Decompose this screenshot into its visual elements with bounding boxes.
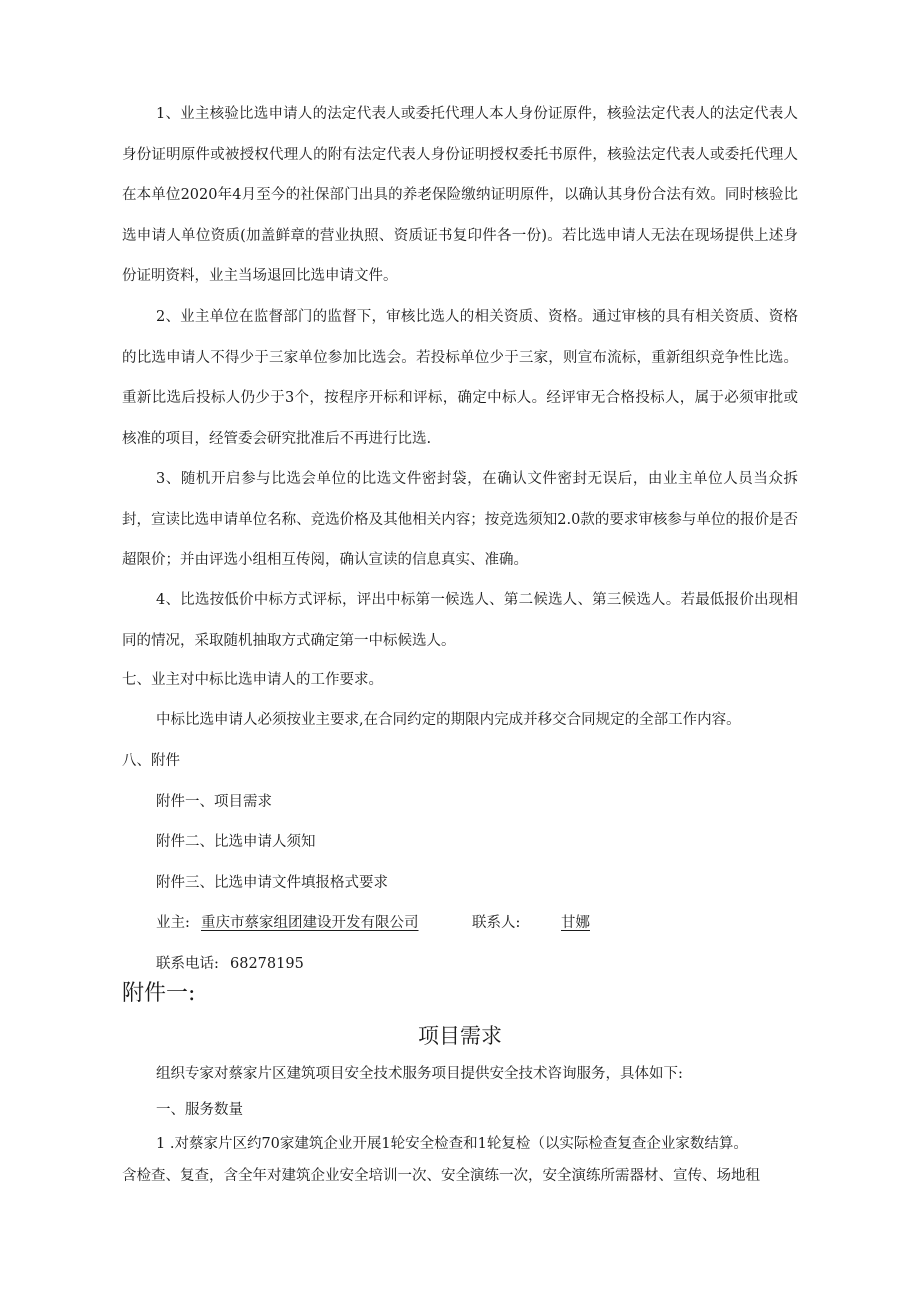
contact-person-label: 联系人: [472, 915, 521, 931]
paragraph-2: 2、业主单位在监督部门的监督下，审核比选人的相关资质、资格。通过审核的具有相关资质、资格的比选申请人不得少于三家单位参加比选会。若投标单位少于三家，则宣布流标，重新组织竞争性比选。重新比选后投标人仍少于3个，按程序开标和评标，确定中标人。经评审无合格投标人，属于必须审批或核准的项目，经管委会研究批准后不再进行比选. [122, 309, 798, 447]
paragraph-3: 3、随机开启参与比选会单位的比选文件密封袋，在确认文件密封无误后，由业主单位人员当众拆封，宣读比选申请单位名称、竞选价格及其他相关内容；按竞选须知2.0款的要求审核参与单位的报价是否超限价；并由评选小组相互传阅，确认宣读的信息真实、准确。 [122, 471, 798, 568]
phone-label: 联系电话: [156, 956, 219, 972]
owner-value: 重庆市蔡家组团建设开发有限公司 [201, 915, 419, 931]
paragraph-1: 1、业主核验比选申请人的法定代表人或委托代理人本人身份证原件，核验法定代表人的法定代表人身份证明原件或被授权代理人的附有法定代表人身份证明授权委托书原件，核验法定代表人或委托代理人在本单位2020年4月至今的社保部门出具的养老保险缴纳证明原件，以确认其身份合法有效。同时核验比选申请人单位资质(加盖鲜章的营业执照、资质证书复印件各一份)。若比选申请人无法在现场提供上述身份证明资料，业主当场退回比选申请文件。 [122, 106, 798, 284]
section-7-body: 中标比选申请人必须按业主要求,在合同约定的期限内完成并移交合同规定的全部工作内容。 [156, 712, 741, 728]
attachment-item-1: 附件一、项目需求 [156, 794, 272, 810]
appendix-title: 项目需求 [418, 1024, 502, 1048]
contact-person-value: 甘娜 [561, 915, 590, 931]
appendix-intro: 组织专家对蔡家片区建筑项目安全技术服务项目提供安全技术咨询服务，具体如下: [156, 1066, 683, 1082]
paragraph-4: 4、比选按低价中标方式评标，评出中标第一候选人、第二候选人、第三候选人。若最低报价出现相同的情况，采取随机抽取方式确定第一中标候选人。 [122, 592, 798, 649]
service-quantity-heading: 一、服务数量 [156, 1102, 243, 1118]
owner-label: 业主: [156, 915, 190, 931]
service-item-1-line-2: 含检查、复查，含全年对建筑企业安全培训一次、安全演练一次，安全演练所需器材、宣传、场地租 [122, 1168, 760, 1184]
appendix-heading: 附件一: [122, 981, 196, 1006]
section-7-heading: 七、业主对中标比选申请人的工作要求。 [122, 672, 383, 688]
attachment-item-3: 附件三、比选申请文件填报格式要求 [156, 875, 388, 891]
service-item-1-line-1: 1 .对蔡家片区约70家建筑企业开展1轮安全检查和1轮复检（以实际检查复查企业家数结算。 [156, 1136, 748, 1152]
section-8-heading: 八、附件 [122, 753, 180, 769]
attachment-item-2: 附件二、比选申请人须知 [156, 834, 316, 850]
phone-value: 68278195 [230, 956, 304, 972]
